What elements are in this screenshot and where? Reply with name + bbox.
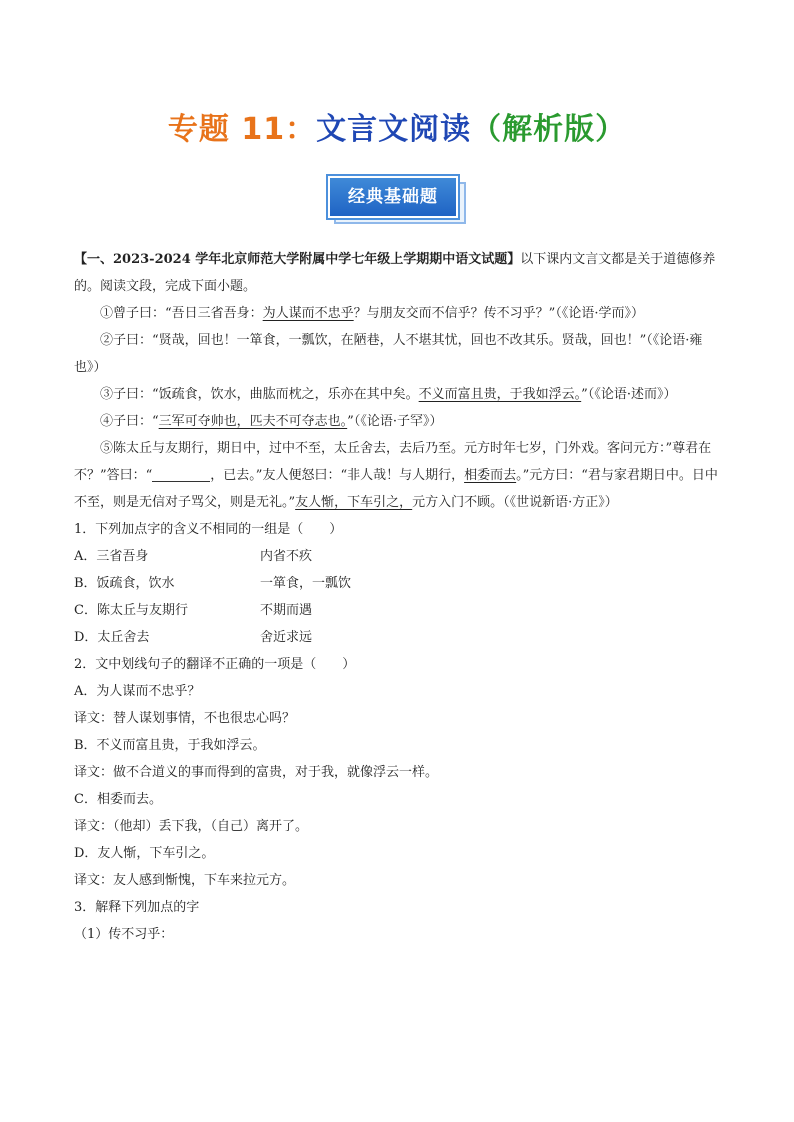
question-2-translation-a: 译文：替人谋划事情，不也很忠心吗？ [74,711,296,726]
option-right: 一箪食，一瓢饮 [260,576,352,591]
question-3-stem: 3．解释下列加点的字 [74,900,200,915]
answer-blank [152,467,210,482]
question-1-option-d [74,624,726,651]
question-2-translation-b: 译文：做不合道义的事而得到的富贵，对于我，就像浮云一样。 [74,765,439,780]
passage-2: ②子曰：“贤哉，回也！一箪食，一瓢饮，在陋巷，人不堪其忧，回也不改其乐。贤哉，回也！”（《论语·雍也》） [74,333,703,375]
title-part-edition: （解析版） [471,112,627,147]
intro-paragraph [74,246,726,300]
passage-5-underlined-1: 相委而去 [464,468,517,483]
question-2-stem: 2．文中划线句子的翻译不正确的一项是（ ） [74,657,356,672]
passage-5-text-b: ，已去。”友人便怒曰：“非人哉！与人期行， [210,468,465,483]
passage-5-underlined-2: 友人惭，下车引之， [295,495,413,510]
passage-1-text: ①曾子曰：“吾日三省吾身： [100,306,263,321]
option-left: B．饭疏食，饮水 [74,576,175,591]
section-badge [324,172,470,228]
document-body [74,246,726,948]
passage-3 [74,381,726,408]
passage-1-source: ？与朋友交而不信乎？传不习乎？”（《论语·学而》） [353,306,644,321]
intro-source: 【一、2023-2024 学年北京师范大学附属中学七年级上学期期中语文试题】 [74,252,521,267]
question-2-translation-c: 译文：（他却）丢下我，（自己）离开了。 [74,819,309,834]
passage-4 [74,408,726,435]
passage-1-underlined: 为人谋而不忠乎 [262,306,354,321]
question-2-item-a: A．为人谋而不忠乎？ [74,684,201,699]
passage-5-text-c: 。”元方曰：“君与家君期日中。日中不至，则是无信对子骂父，则是无礼。” [74,468,718,510]
question-2-translation-d: 译文：友人感到惭愧，下车来拉元方。 [74,873,296,888]
passage-3-source: ”（《论语·述而》） [581,387,677,402]
passage-1 [74,300,726,327]
badge-label: 经典基础题 [328,176,458,218]
question-1-stem: 1．下列加点字的含义不相同的一组是（ ） [74,522,343,537]
option-left: C．陈太丘与友期行 [74,603,188,618]
passage-5 [74,435,726,516]
question-2-item-d: D．友人惭，下车引之。 [74,846,215,861]
question-1-option-c [74,597,726,624]
question-2-item-c: C．相委而去。 [74,792,162,807]
passage-5-text-d: 元方入门不顾。（《世说新语·方正》） [412,495,618,510]
passage-4-source: ”（《论语·子罕》） [347,414,443,429]
question-3-sub-1: （1）传不习乎： [74,927,174,942]
option-right: 不期而遇 [260,603,313,618]
question-1-option-a [74,543,726,570]
passage-4-text: ④子曰：“ [100,414,159,429]
option-left: A．三省吾身 [74,549,149,564]
question-1-option-b [74,570,726,597]
passage-3-underlined: 不义而富且贵，于我如浮云。 [418,387,582,402]
page-title [0,104,794,148]
option-right: 内省不疚 [260,549,313,564]
intro-text: 以下课内文言文都是关于道德修养的。阅读文段，完成下面小题。 [74,252,716,294]
title-part-topic: 专题 11： [167,112,317,147]
title-part-subject: 文言文阅读 [316,112,472,147]
option-left: D．太丘舍去 [74,630,150,645]
question-2-item-b: B．不义而富且贵，于我如浮云。 [74,738,266,753]
option-right: 舍近求远 [260,630,313,645]
passage-4-underlined: 三军可夺帅也，匹夫不可夺志也。 [158,414,348,429]
passage-3-text: ③子曰：“饭疏食，饮水，曲肱而枕之，乐亦在其中矣。 [100,387,419,402]
passage-5-text-a: ⑤陈太丘与友期行，期日中，过中不至，太丘舍去，去后乃至。元方时年七岁，门外戏。客问元方：”尊君在不？”答曰：“ [74,441,712,483]
